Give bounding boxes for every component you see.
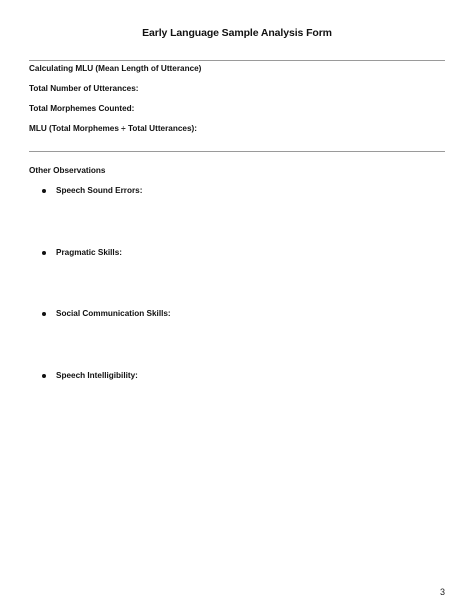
page-number: 3 bbox=[440, 587, 446, 597]
total-utterances-label: Total Number of Utterances: bbox=[29, 84, 139, 93]
mlu-formula-label: MLU (Total Morphemes ÷ Total Utterances): bbox=[29, 124, 197, 133]
observation-label: Social Communication Skills: bbox=[56, 309, 171, 318]
bullet-icon bbox=[42, 189, 46, 193]
observation-item-speech-intelligibility bbox=[42, 371, 138, 380]
bullet-icon bbox=[42, 312, 46, 316]
page-title: Early Language Sample Analysis Form bbox=[142, 27, 332, 39]
mlu-section-heading: Calculating MLU (Mean Length of Utterance) bbox=[29, 64, 202, 73]
observations-heading: Other Observations bbox=[29, 166, 106, 175]
observation-item-speech-sound-errors bbox=[42, 186, 142, 195]
bullet-icon bbox=[42, 251, 46, 255]
bullet-icon bbox=[42, 374, 46, 378]
observation-item-social-communication-skills bbox=[42, 309, 171, 318]
divider-middle bbox=[29, 151, 445, 152]
total-morphemes-label: Total Morphemes Counted: bbox=[29, 104, 135, 113]
observation-item-pragmatic-skills bbox=[42, 248, 122, 257]
divider-top bbox=[29, 60, 445, 61]
observation-label: Speech Sound Errors: bbox=[56, 186, 143, 195]
observation-label: Pragmatic Skills: bbox=[56, 248, 122, 257]
observation-label: Speech Intelligibility: bbox=[56, 371, 138, 380]
